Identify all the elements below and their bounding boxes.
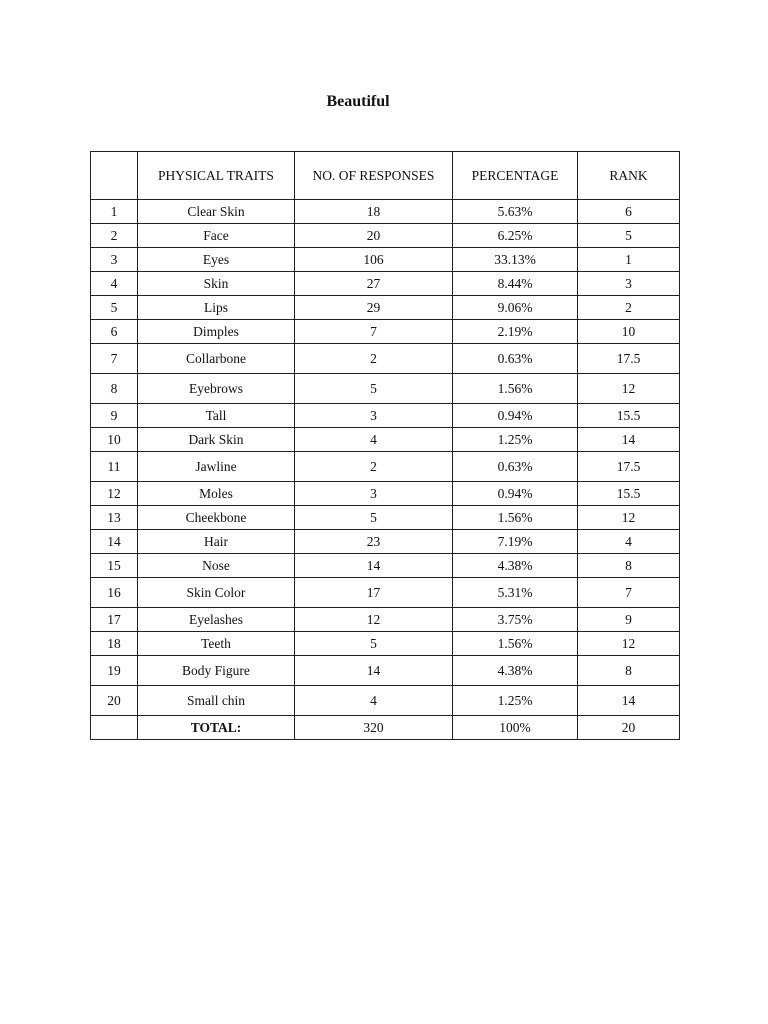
rank-cell: 14 xyxy=(578,686,680,716)
table-row xyxy=(91,344,680,374)
trait-cell: Dark Skin xyxy=(138,428,295,452)
row-number: 19 xyxy=(91,656,138,686)
rank-cell: 15.5 xyxy=(578,482,680,506)
row-number: 2 xyxy=(91,224,138,248)
trait-cell: Body Figure xyxy=(138,656,295,686)
rank-cell: 15.5 xyxy=(578,404,680,428)
rank-cell: 12 xyxy=(578,506,680,530)
responses-cell: 17 xyxy=(295,578,453,608)
trait-cell: Lips xyxy=(138,296,295,320)
rank-cell: 3 xyxy=(578,272,680,296)
row-number: 4 xyxy=(91,272,138,296)
responses-cell: 4 xyxy=(295,686,453,716)
rank-cell: 1 xyxy=(578,248,680,272)
table-row xyxy=(91,608,680,632)
table-row xyxy=(91,554,680,578)
row-number: 14 xyxy=(91,530,138,554)
percentage-cell: 4.38% xyxy=(453,656,578,686)
rank-cell: 4 xyxy=(578,530,680,554)
percentage-cell: 8.44% xyxy=(453,272,578,296)
percentage-cell: 1.25% xyxy=(453,428,578,452)
percentage-cell: 1.25% xyxy=(453,686,578,716)
table-row xyxy=(91,272,680,296)
percentage-cell: 0.63% xyxy=(453,344,578,374)
trait-cell: Teeth xyxy=(138,632,295,656)
percentage-cell: 0.94% xyxy=(453,404,578,428)
row-number: 18 xyxy=(91,632,138,656)
rank-cell: 6 xyxy=(578,200,680,224)
percentage-cell: 1.56% xyxy=(453,506,578,530)
row-number: 20 xyxy=(91,686,138,716)
trait-cell: Eyebrows xyxy=(138,374,295,404)
responses-cell: 14 xyxy=(295,554,453,578)
responses-cell: 18 xyxy=(295,200,453,224)
row-number: 3 xyxy=(91,248,138,272)
header-rank: RANK xyxy=(578,152,680,200)
rank-cell: 5 xyxy=(578,224,680,248)
percentage-cell: 1.56% xyxy=(453,632,578,656)
header-percentage: PERCENTAGE xyxy=(453,152,578,200)
total-responses: 320 xyxy=(295,716,453,740)
percentage-cell: 7.19% xyxy=(453,530,578,554)
percentage-cell: 9.06% xyxy=(453,296,578,320)
table-row xyxy=(91,506,680,530)
responses-cell: 23 xyxy=(295,530,453,554)
table-row xyxy=(91,482,680,506)
responses-cell: 5 xyxy=(295,632,453,656)
percentage-cell: 1.56% xyxy=(453,374,578,404)
trait-cell: Skin Color xyxy=(138,578,295,608)
rank-cell: 9 xyxy=(578,608,680,632)
table-row xyxy=(91,428,680,452)
total-percentage: 100% xyxy=(453,716,578,740)
row-number: 12 xyxy=(91,482,138,506)
percentage-cell: 6.25% xyxy=(453,224,578,248)
responses-cell: 14 xyxy=(295,656,453,686)
trait-cell: Tall xyxy=(138,404,295,428)
table-row xyxy=(91,578,680,608)
table-row xyxy=(91,320,680,344)
responses-cell: 3 xyxy=(295,404,453,428)
rank-cell: 7 xyxy=(578,578,680,608)
responses-cell: 2 xyxy=(295,452,453,482)
responses-cell: 2 xyxy=(295,344,453,374)
row-number: 13 xyxy=(91,506,138,530)
rank-cell: 8 xyxy=(578,554,680,578)
responses-cell: 106 xyxy=(295,248,453,272)
trait-cell: Moles xyxy=(138,482,295,506)
row-number: 10 xyxy=(91,428,138,452)
trait-cell: Eyes xyxy=(138,248,295,272)
total-empty-cell xyxy=(91,716,138,740)
row-number: 6 xyxy=(91,320,138,344)
table-row xyxy=(91,530,680,554)
rank-cell: 17.5 xyxy=(578,344,680,374)
row-number: 15 xyxy=(91,554,138,578)
header-no-of-responses: NO. OF RESPONSES xyxy=(295,152,453,200)
percentage-cell: 4.38% xyxy=(453,554,578,578)
row-number: 8 xyxy=(91,374,138,404)
responses-cell: 20 xyxy=(295,224,453,248)
trait-cell: Cheekbone xyxy=(138,506,295,530)
responses-cell: 27 xyxy=(295,272,453,296)
page-title: Beautiful xyxy=(326,93,390,110)
trait-cell: Skin xyxy=(138,272,295,296)
table-row xyxy=(91,200,680,224)
rank-cell: 2 xyxy=(578,296,680,320)
trait-cell: Eyelashes xyxy=(138,608,295,632)
row-number: 7 xyxy=(91,344,138,374)
responses-cell: 5 xyxy=(295,506,453,530)
row-number: 17 xyxy=(91,608,138,632)
percentage-cell: 2.19% xyxy=(453,320,578,344)
percentage-cell: 5.63% xyxy=(453,200,578,224)
table-row xyxy=(91,686,680,716)
rank-cell: 8 xyxy=(578,656,680,686)
trait-cell: Small chin xyxy=(138,686,295,716)
header-number xyxy=(91,152,138,200)
trait-cell: Nose xyxy=(138,554,295,578)
table-row xyxy=(91,374,680,404)
table-row xyxy=(91,296,680,320)
trait-cell: Collarbone xyxy=(138,344,295,374)
row-number: 16 xyxy=(91,578,138,608)
header-physical-traits: PHYSICAL TRAITS xyxy=(138,152,295,200)
row-number: 1 xyxy=(91,200,138,224)
physical-traits-table xyxy=(90,151,680,740)
table-row xyxy=(91,656,680,686)
total-row xyxy=(91,716,680,740)
responses-cell: 7 xyxy=(295,320,453,344)
rank-cell: 17.5 xyxy=(578,452,680,482)
rank-cell: 12 xyxy=(578,632,680,656)
header-row xyxy=(91,152,680,200)
percentage-cell: 3.75% xyxy=(453,608,578,632)
responses-cell: 4 xyxy=(295,428,453,452)
percentage-cell: 0.94% xyxy=(453,482,578,506)
trait-cell: Face xyxy=(138,224,295,248)
row-number: 11 xyxy=(91,452,138,482)
row-number: 5 xyxy=(91,296,138,320)
responses-cell: 3 xyxy=(295,482,453,506)
percentage-cell: 5.31% xyxy=(453,578,578,608)
total-rank: 20 xyxy=(578,716,680,740)
trait-cell: Clear Skin xyxy=(138,200,295,224)
percentage-cell: 33.13% xyxy=(453,248,578,272)
percentage-cell: 0.63% xyxy=(453,452,578,482)
table-row xyxy=(91,248,680,272)
rank-cell: 10 xyxy=(578,320,680,344)
total-label: TOTAL: xyxy=(138,716,295,740)
table-row xyxy=(91,452,680,482)
table-row xyxy=(91,632,680,656)
table-row xyxy=(91,224,680,248)
rank-cell: 12 xyxy=(578,374,680,404)
trait-cell: Jawline xyxy=(138,452,295,482)
responses-cell: 12 xyxy=(295,608,453,632)
row-number: 9 xyxy=(91,404,138,428)
table-row xyxy=(91,404,680,428)
responses-cell: 5 xyxy=(295,374,453,404)
rank-cell: 14 xyxy=(578,428,680,452)
trait-cell: Dimples xyxy=(138,320,295,344)
trait-cell: Hair xyxy=(138,530,295,554)
responses-cell: 29 xyxy=(295,296,453,320)
